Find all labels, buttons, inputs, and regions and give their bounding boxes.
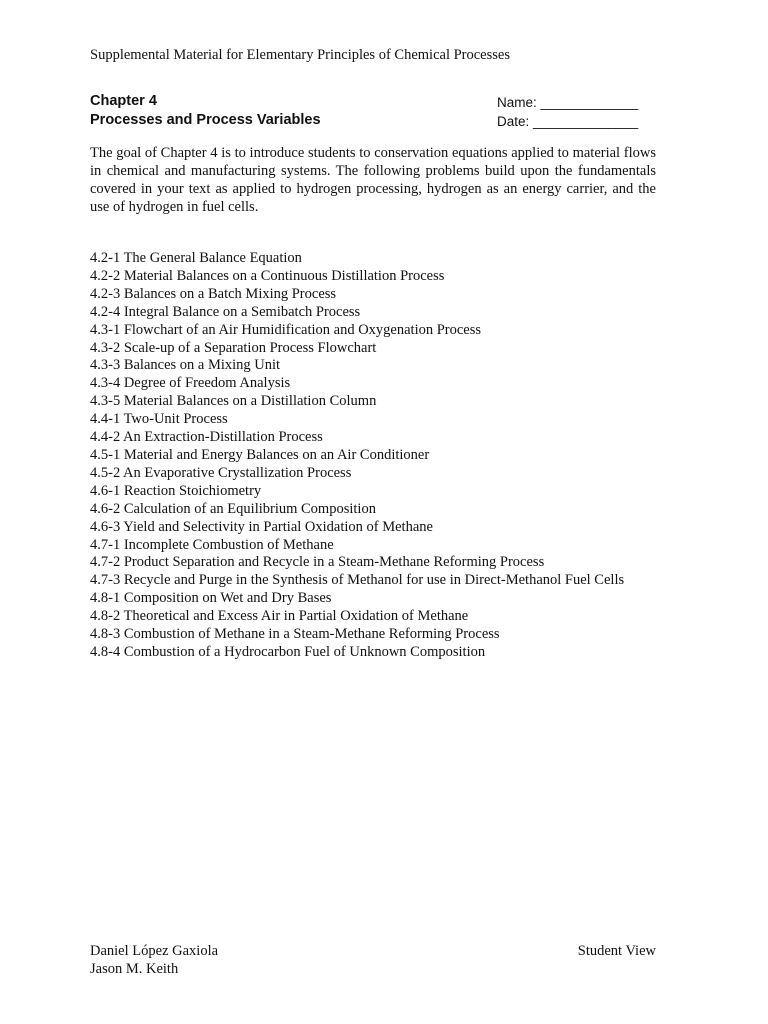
name-field: Name: _____________ — [497, 95, 639, 110]
problem-list — [90, 250, 624, 662]
problem-item: 4.8-2 Theoretical and Excess Air in Partial Oxidation of Methane — [90, 608, 469, 625]
supplemental-header: Supplemental Material for Elementary Principles of Chemical Processes — [90, 47, 510, 63]
chapter-number: Chapter 4 — [90, 93, 157, 109]
author-name: Daniel López Gaxiola — [90, 943, 219, 959]
problem-item: 4.6-2 Calculation of an Equilibrium Composition — [90, 500, 376, 517]
problem-item: 4.5-2 An Evaporative Crystallization Process — [90, 464, 352, 481]
problem-item: 4.8-4 Combustion of a Hydrocarbon Fuel of Unknown Composition — [90, 643, 486, 660]
view-label: Student View — [577, 943, 656, 959]
problem-item: 4.7-1 Incomplete Combustion of Methane — [90, 536, 334, 553]
chapter-title: Processes and Process Variables — [90, 112, 321, 128]
problem-item: 4.2-2 Material Balances on a Continuous Distillation Process — [90, 267, 445, 284]
chapter-heading — [90, 92, 321, 130]
problem-item: 4.3-5 Material Balances on a Distillation Column — [90, 393, 377, 410]
problem-item: 4.4-2 An Extraction-Distillation Process — [90, 429, 323, 446]
problem-item: 4.5-1 Material and Energy Balances on an Air Conditioner — [90, 446, 430, 463]
document-page — [90, 0, 656, 1024]
problem-item: 4.3-4 Degree of Freedom Analysis — [90, 375, 291, 392]
problem-item: 4.3-1 Flowchart of an Air Humidification and Oxygenation Process — [90, 321, 482, 338]
problem-item: 4.6-3 Yield and Selectivity in Partial Oxidation of Methane — [90, 518, 433, 535]
name-date-fields — [497, 93, 638, 131]
problem-item: 4.3-2 Scale-up of a Separation Process Flowchart — [90, 339, 377, 356]
problem-item: 4.2-3 Balances on a Batch Mixing Process — [90, 285, 337, 302]
problem-item: 4.7-3 Recycle and Purge in the Synthesis of Methanol for use in Direct-Methanol Fuel Cells — [90, 572, 625, 589]
problem-item: 4.2-1 The General Balance Equation — [90, 250, 302, 266]
problem-item: 4.2-4 Integral Balance on a Semibatch Process — [90, 303, 361, 320]
footer-authors — [90, 942, 218, 978]
date-field: Date: ______________ — [497, 114, 639, 129]
problem-item: 4.7-2 Product Separation and Recycle in a Steam-Methane Reforming Process — [90, 554, 545, 571]
intro-paragraph: The goal of Chapter 4 is to introduce students to conservation equations applied to material flows in chemical and manufacturing systems. The following problems build upon the fundamentals covered in your text as applied to hydrogen processing, hydrogen as an energy carrier, and the use of hydrogen in fuel cells. — [90, 145, 656, 215]
problem-item: 4.3-3 Balances on a Mixing Unit — [90, 357, 281, 374]
problem-item: 4.6-1 Reaction Stoichiometry — [90, 482, 262, 499]
problem-item: 4.8-3 Combustion of Methane in a Steam-Methane Reforming Process — [90, 626, 500, 643]
problem-item: 4.8-1 Composition on Wet and Dry Bases — [90, 590, 332, 607]
problem-item: 4.4-1 Two-Unit Process — [90, 411, 228, 428]
author-name: Jason M. Keith — [90, 961, 179, 977]
